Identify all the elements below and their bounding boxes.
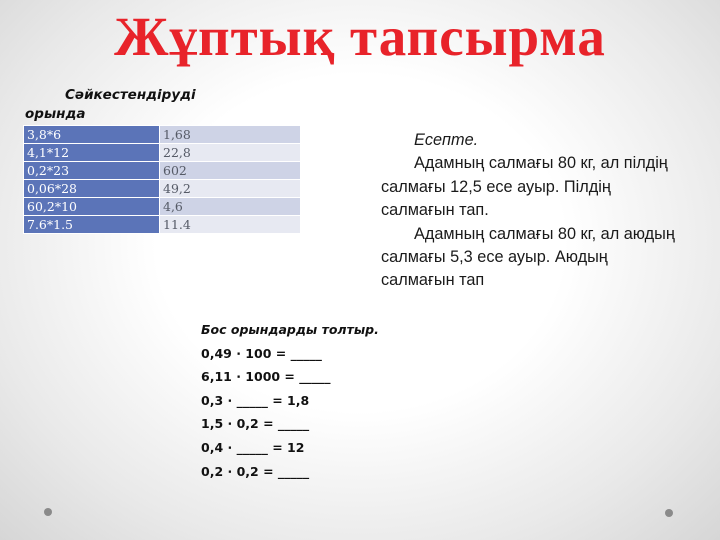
expression-cell: 60,2*10 [24,198,160,216]
exercise-line: 1,5 ∙ 0,2 = _____ [201,416,310,432]
table-row [24,126,301,144]
expression-cell: 0,06*28 [24,180,160,198]
exercise-line: 0,4 ∙ _____ = 12 [201,439,305,455]
problem-paragraph-bear: Адамның салмағы 80 кг, ал аюдың салмағы 5,3 есе ауыр. Аюдың салмағын тап [381,224,675,290]
answer-cell: 49,2 [160,180,301,198]
decorative-dot [665,509,673,517]
expression-cell: 7.6*1.5 [24,216,160,234]
fill-blanks-exercise [201,318,501,483]
table-row [24,180,301,198]
decorative-dot [44,508,52,516]
expression-cell: 0,2*23 [24,162,160,180]
answer-cell: 22,8 [160,144,301,162]
table-row [24,144,301,162]
table-row [24,216,301,234]
slide-title: Жұптық тапсырма [114,6,606,67]
match-heading: Сәйкестендіруді орында [25,87,196,122]
exercise-line: 0,49 ∙ 100 = _____ [201,345,322,361]
problem-paragraph-elephant: Адамның салмағы 80 кг, ал пілдің салмағы 12,5 есе ауыр. Пілдің салмағын тап. [381,154,668,220]
answer-cell: 602 [160,162,301,180]
answer-cell: 1,68 [160,126,301,144]
exercise-line: 6,11 ∙ 1000 = _____ [201,369,331,385]
expression-cell: 4,1*12 [24,144,160,162]
match-table [23,125,301,234]
answer-cell: 4,6 [160,198,301,216]
problem-label: Есепте. [414,131,479,149]
exercise-line: 0,2 ∙ 0,2 = _____ [201,463,310,479]
answer-cell: 11.4 [160,216,301,234]
expression-cell: 3,8*6 [24,126,160,144]
table-row [24,198,301,216]
table-row [24,162,301,180]
fill-blanks-heading: Бос орындарды толтыр. [201,322,379,337]
exercise-line: 0,3 ∙ _____ = 1,8 [201,392,310,408]
word-problem [381,129,681,293]
